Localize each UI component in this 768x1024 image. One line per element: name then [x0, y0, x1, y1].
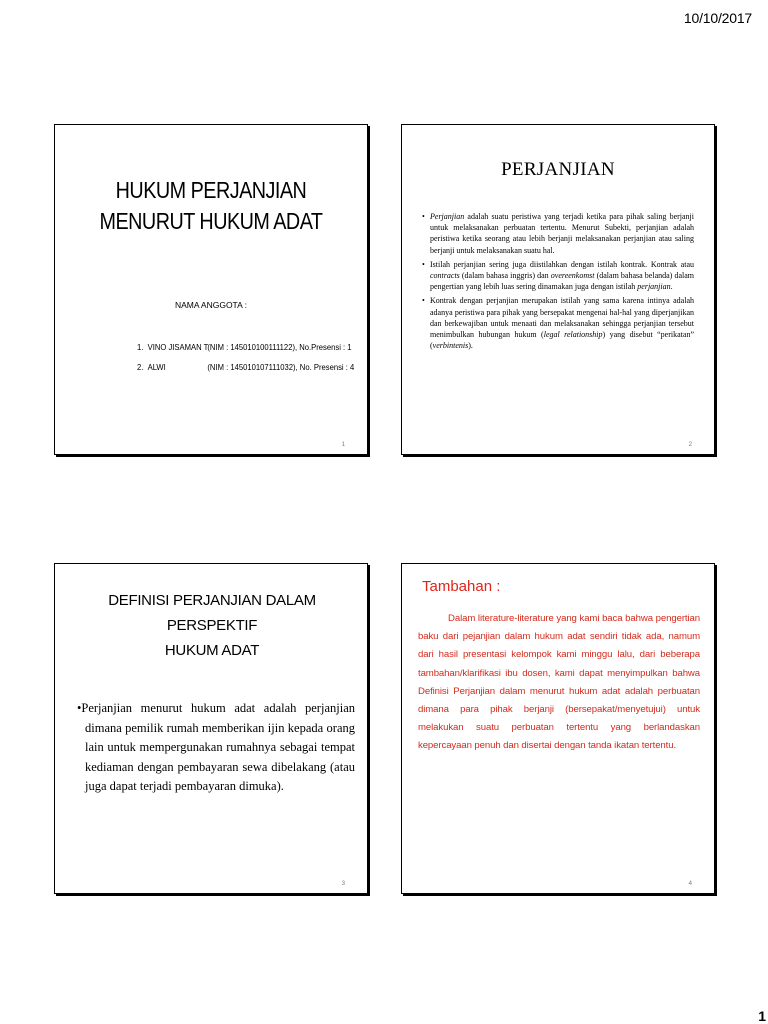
bullet-item: [422, 295, 694, 351]
slide-3-title-line-1: DEFINISI PERJANJIAN DALAM PERSPEKTIF: [108, 592, 316, 634]
italic-term: legal relationship: [543, 330, 603, 340]
members-label: NAMA ANGGOTA :: [174, 300, 248, 310]
slide-3-bullet: •Perjanjian menurut hukum adat adalah perjanjian dimana pemilik rumah memberikan ijin kepada orang lain untuk mempergunakan rumahnya sebagai tempat kediaman dengan pembayaran sewa dibelakang (atau juga dapat terjadi pembayaran dimuka).: [77, 701, 355, 793]
slide-4-body: Dalam literature-literature yang kami baca bahwa pengertian baku dari pejanjian dalam hukum adat sendiri tidak ada, namum dari hasil presentasi kelompok kami minggu lalu, dari beberapa tambahan/klarifikasi ibu dosen, kami dapat menyimpulkan bahwa Definisi Perjanjian dalam menurut hukum adat adalah perbuatan dimana para pihak berjanji (bersepakat/menyetujui) untuk melakukan suatu perbuatan tertentu yang berlandaskan kepercayaan penuh dan disertai dengan tanda ikatan tertentu.: [418, 613, 700, 752]
slide-number: 4: [688, 881, 692, 887]
italic-term: perjanjian: [637, 282, 671, 292]
italic-term: Perjanjian: [430, 212, 465, 221]
handout-date: 10/10/2017: [683, 10, 752, 26]
bullet-text: ).: [468, 341, 473, 351]
italic-term: verbintenis: [432, 341, 469, 351]
italic-term: contracts: [430, 271, 460, 281]
slide-number: 2: [688, 442, 692, 448]
member-number: 2.: [137, 362, 144, 372]
slide-1-title-line-1: HUKUM PERJANJIAN: [115, 177, 307, 203]
slide-3-title-line-2: HUKUM ADAT: [164, 642, 260, 659]
slide-number: 3: [341, 881, 345, 887]
bullet-text: Kontrak dengan perjanjian merupakan istilah yang sama karena intinya adalah adanya peristiwa para pihak yang bersepakat mengenai hal-hal yang diperjanjikan dan berkewajiban untuk menaati dan melaksanakan sehingga perjanjian tersebut menimbulkan hubungan hukum (: [430, 296, 694, 340]
slide-3: [54, 563, 368, 894]
bullet-text: (dalam bahasa inggris) dan: [459, 271, 551, 281]
member-name: VINO JISAMAN T: [147, 342, 209, 352]
member-info: (NIM : 145010100111122), No.Presensi : 1: [207, 342, 352, 352]
bullet-text: (dalam bahasa belanda) dalam pengertian yang lebih luas sering dinamakan juga dengan istilah: [430, 271, 694, 292]
italic-term: overeenkomst: [550, 271, 595, 281]
slide-number: 1: [341, 442, 345, 448]
bullet-item: [422, 211, 694, 256]
bullet-text: ) yang disebut “perikatan” (: [430, 330, 694, 351]
bullet-text: .: [670, 282, 673, 292]
slide-4-title: Tambahan :: [422, 578, 501, 595]
member-item: [137, 342, 352, 352]
slide-2: [401, 124, 715, 455]
member-number: 1.: [137, 342, 144, 352]
bullet-text: adalah suatu peristiwa yang terjadi ketika para pihak saling berjanji untuk melaksanakan perbuatan tertentu. Menurut Subekti, perjanjian adalah peristiwa ketika seorang atau lebih berjanji melaksanakan perjanjian atau saling berjanji untuk melaksanakan suatu hal.: [430, 212, 694, 255]
slide-4: [401, 563, 715, 894]
slide-1: [54, 124, 368, 455]
member-info: (NIM : 145010107111032), No. Presensi : 4: [207, 362, 355, 372]
bullet-text: Istilah perjanjian sering juga diistilahkan dengan istilah kontrak. Kontrak atau: [430, 259, 694, 269]
slide-1-title-line-2: MENURUT HUKUM ADAT: [99, 208, 323, 234]
page-number: 1: [758, 1008, 766, 1024]
bullet-item: [422, 259, 694, 293]
slide-2-body: [422, 211, 694, 354]
slide-2-title: PERJANJIAN: [501, 159, 615, 180]
slide-3-title: [65, 588, 359, 663]
slide-1-title: [77, 175, 345, 237]
member-item: [137, 362, 354, 372]
member-name: ALWI: [147, 362, 166, 372]
